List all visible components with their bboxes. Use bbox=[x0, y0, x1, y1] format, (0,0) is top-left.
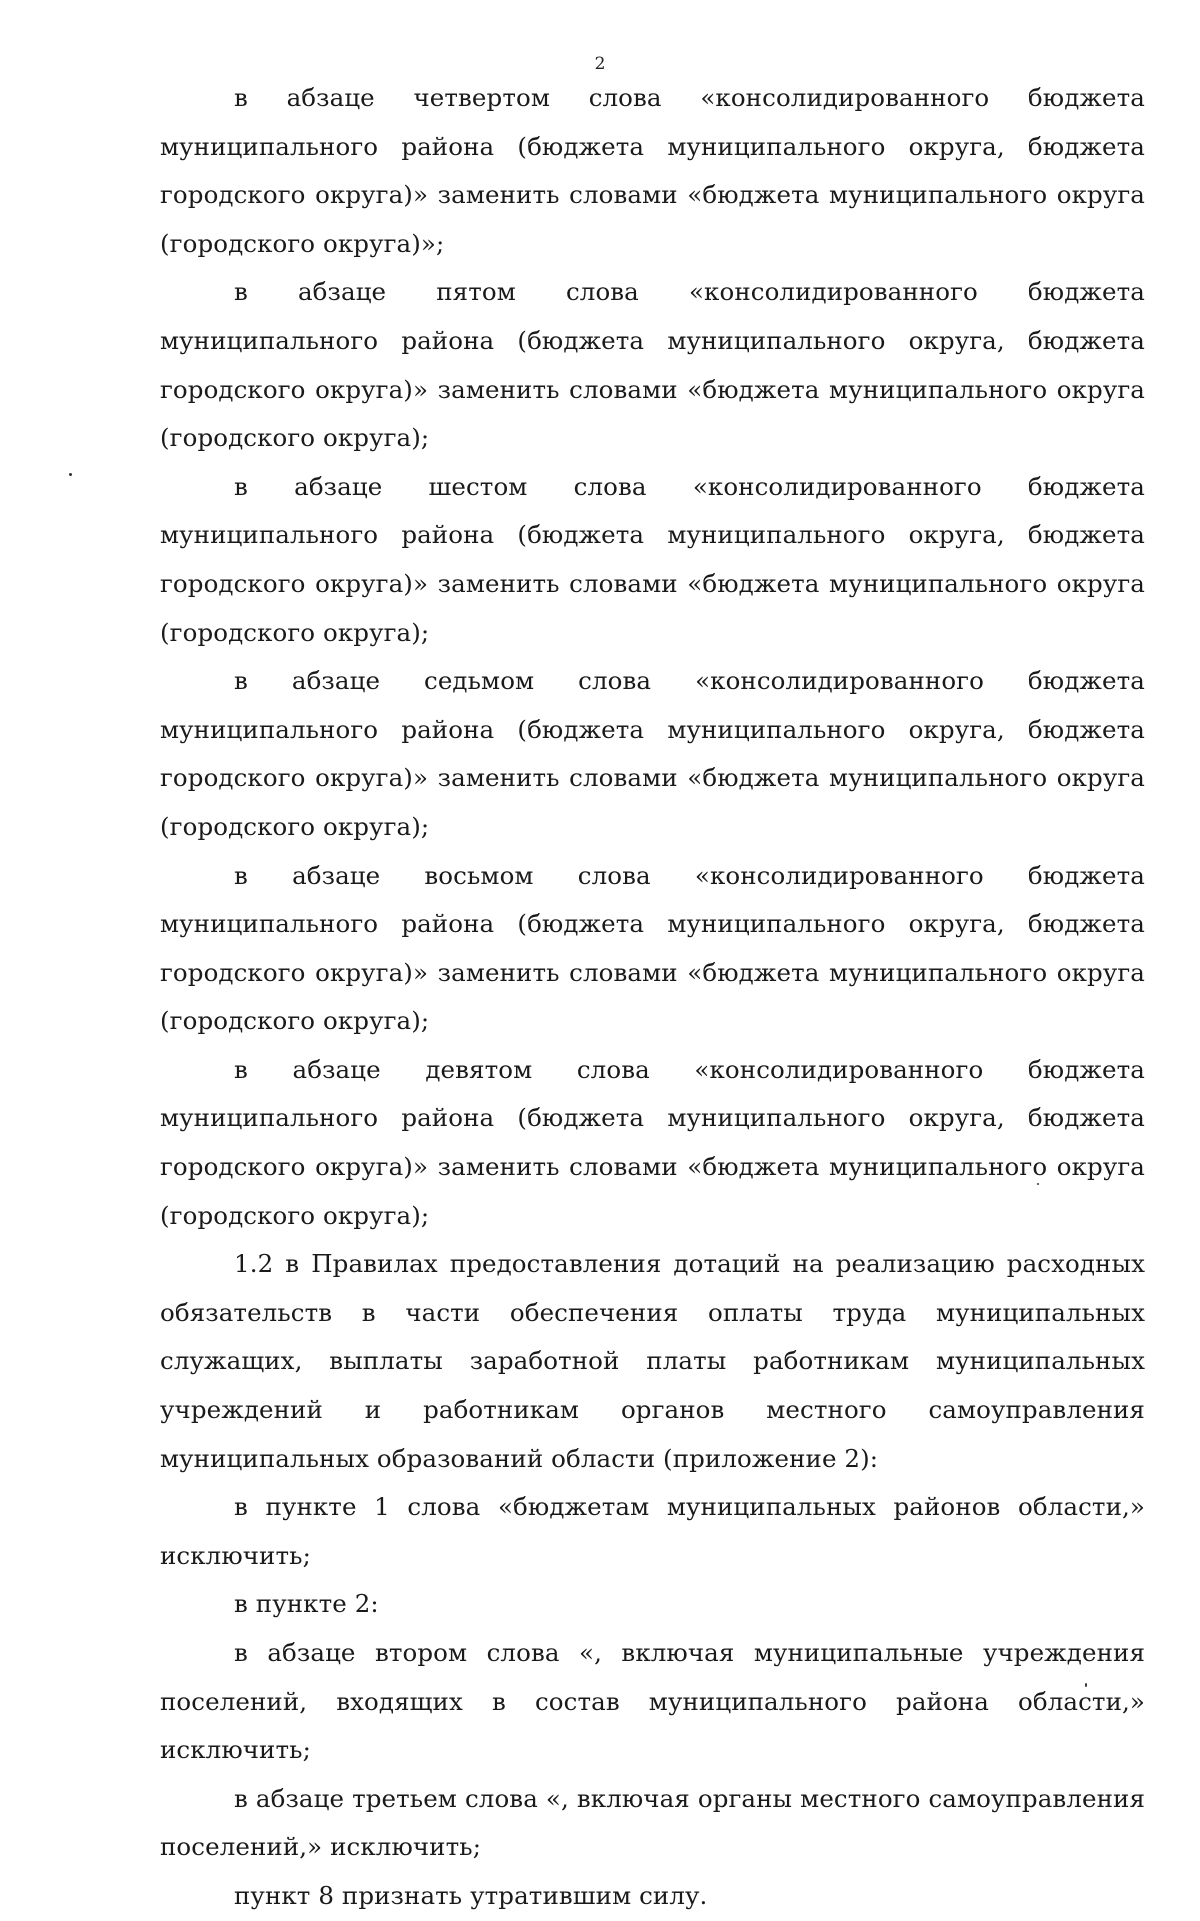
paragraph: в абзаце втором слова «, включая муниципальные учреждения поселений, входящих в состав муниципального района области,» исключить; bbox=[160, 1638, 1145, 1765]
paragraph: в абзаце девятом слова «консолидированного бюджета муниципального района (бюджета муниципального округа, бюджета городского округа)» заменить словами «бюджета муниципального округа (городского округа); bbox=[160, 1054, 1145, 1230]
page-number: 2 bbox=[594, 54, 606, 74]
scan-speck bbox=[1037, 1183, 1039, 1185]
paragraph: в абзаце четвертом слова «консолидированного бюджета муниципального района (бюджета муниципального округа, бюджета городского округа)» заменить словами «бюджета муниципального округа (городского округа)»; bbox=[160, 83, 1145, 258]
document-body bbox=[160, 74, 1145, 1921]
paragraph: в абзаце седьмом слова «консолидированного бюджета муниципального района (бюджета муниципального округа, бюджета городского округа)» заменить словами «бюджета муниципального округа (городского округа); bbox=[160, 666, 1145, 841]
scan-speck bbox=[1085, 1683, 1087, 1687]
paragraph: в пункте 1 слова «бюджетам муниципальных районов области,» исключить; bbox=[160, 1492, 1145, 1570]
scan-speck bbox=[69, 473, 72, 476]
paragraph: 1.2 в Правилах предоставления дотаций на реализацию расходных обязательств в части обеспечения оплаты труда муниципальных служащих, выплаты заработной платы работникам муниципальных учреждений и работникам органов местного самоуправления муниципальных образований области (приложение 2): bbox=[160, 1249, 1145, 1473]
paragraph: в абзаце шестом слова «консолидированного бюджета муниципального района (бюджета муниципального округа, бюджета городского округа)» заменить словами «бюджета муниципального округа (городского округа); bbox=[160, 471, 1145, 647]
paragraph: в пункте 2: bbox=[234, 1589, 379, 1619]
paragraph: пункт 8 признать утратившим силу. bbox=[234, 1880, 708, 1910]
paragraph: в абзаце третьем слова «, включая органы местного самоуправления поселений,» исключить; bbox=[160, 1783, 1145, 1862]
paragraph: в абзаце восьмом слова «консолидированного бюджета муниципального района (бюджета муниципального округа, бюджета городского округа)» заменить словами «бюджета муниципального округа (городского округа); bbox=[160, 860, 1145, 1036]
paragraph: в абзаце пятом слова «консолидированного бюджета муниципального района (бюджета муниципального округа, бюджета городского округа)» заменить словами «бюджета муниципального округа (городского округа); bbox=[160, 277, 1145, 453]
